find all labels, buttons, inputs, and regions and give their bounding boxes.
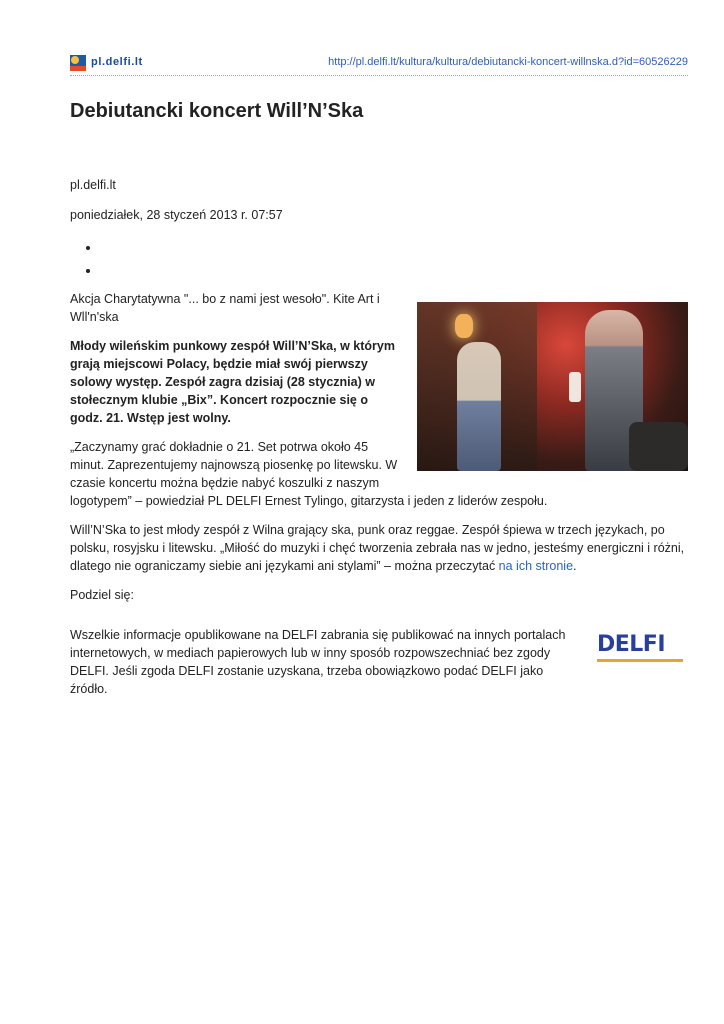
share-label: Podziel się: xyxy=(70,588,134,602)
article-paragraph xyxy=(70,521,688,575)
page-header xyxy=(70,54,688,76)
header-divider xyxy=(70,75,688,76)
concert-photo xyxy=(417,302,688,471)
article-lead: Młody wileńskim punkowy zespół Will’N’Ska, w którym grają miejscowi Polacy, będzie miał swój pierwszy solowy występ. Zespół zagra dzisiaj (28 stycznia) w stołecznym klubie „Bix”. Koncert rozpocznie się o godz. 21. Wstęp jest wolny. xyxy=(70,339,395,425)
paragraph-end: . xyxy=(573,559,577,573)
share-list xyxy=(70,240,100,286)
delfi-logo xyxy=(597,634,683,664)
article-paragraph: „Zaczynamy grać dokładnie o 21. Set potrwa około 45 minut. Zaprezentujemy najnowszą piosenkę po litewsku. W czasie koncertu można będzie nabyć koszulki z naszym logotypem” – powiedział PL DELFI Ernest Tylingo, gitarzysta i jeden z liderów zespołu. xyxy=(70,440,548,508)
article-url[interactable]: http://pl.delfi.lt/kultura/kultura/debiutancki-koncert-willnska.d?id=60526229 xyxy=(328,56,688,68)
delfi-sun-flag-icon xyxy=(70,55,86,71)
photo-caption: Akcja Charytatywna "... bo z nami jest wesoło". Kite Art i Wll'n'ska xyxy=(70,292,380,324)
article-body xyxy=(70,290,688,615)
article-title: Debiutancki koncert Will’N’Ska xyxy=(70,100,364,122)
delfi-logo-text: DELFI xyxy=(597,632,666,657)
article-date: poniedziałek, 28 styczeń 2013 r. 07:57 xyxy=(70,208,283,222)
delfi-logo-underline xyxy=(597,659,683,662)
band-website-link[interactable]: na ich stronie xyxy=(498,559,574,573)
article-source: pl.delfi.lt xyxy=(70,178,116,192)
copyright-disclaimer: Wszelkie informacje opublikowane na DELFI zabrania się publikować na innych portalach internetowych, w mediach papierowych lub w inny sposób rozpowszechniać bez zgody DELFI. Jeśli zgoda DELFI zostanie uzyskana, trzeba obowiązkowo podać DELFI jako źródło. xyxy=(70,628,566,696)
site-name[interactable]: pl.delfi.lt xyxy=(91,56,143,68)
paragraph-text: Will’N’Ska to jest młody zespół z Wilna grający ska, punk oraz reggae. Zespół śpiewa w trzech językach, po polsku, rosyjsku i litewsku. „Miłość do muzyki i chęć tworzenia zebrała nas w jedno, jesteśmy energiczni i różni, dlatego nie ograniczamy siebie ani językami ani stylami” – można przeczytać xyxy=(70,523,685,573)
